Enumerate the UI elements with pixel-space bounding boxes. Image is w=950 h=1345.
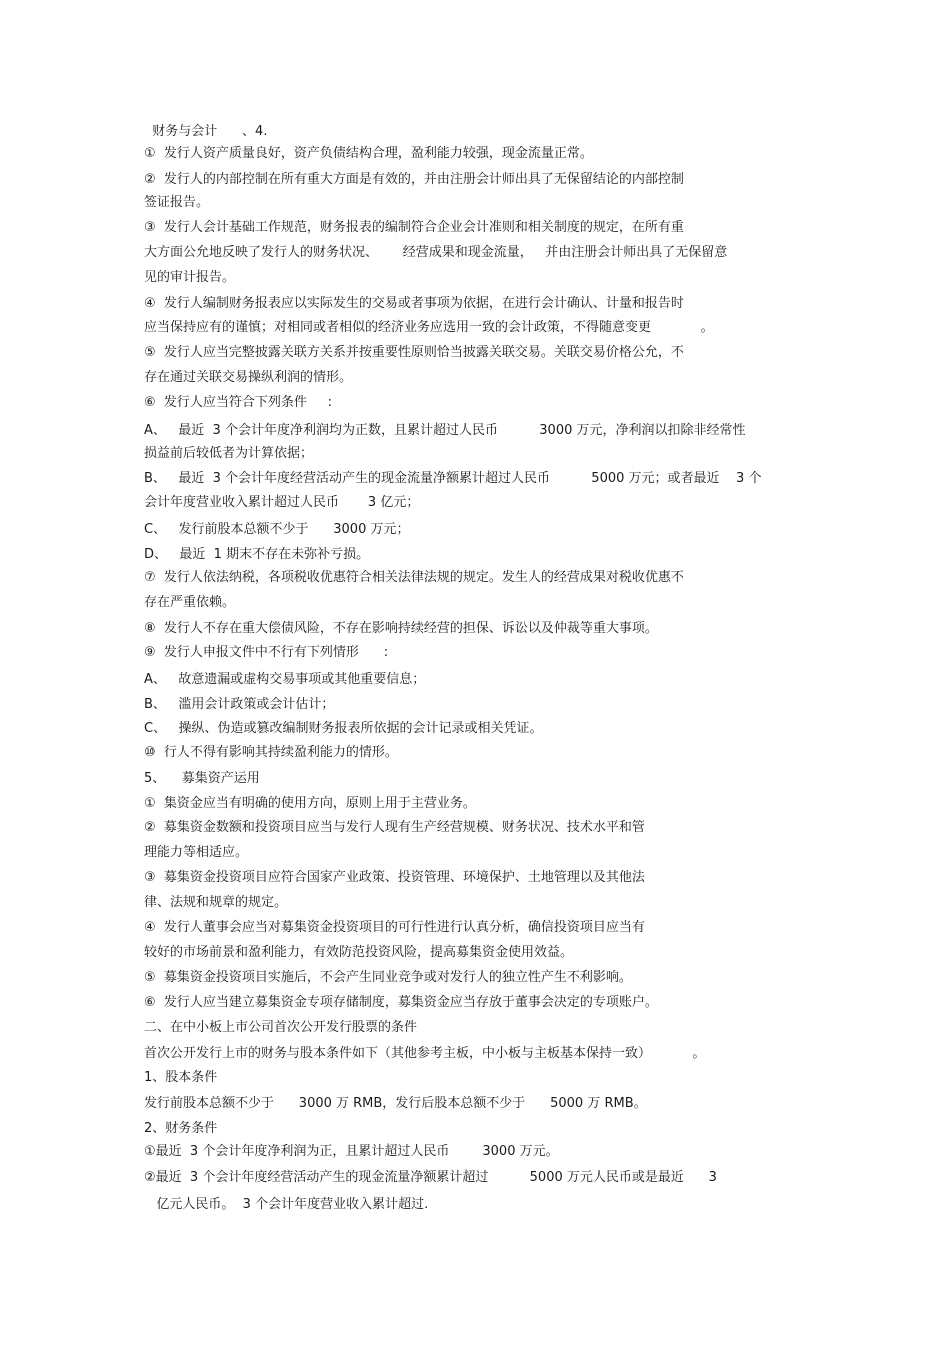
text-line: B、 滥用会计政策或会计估计； [144, 697, 335, 712]
text-line: ④ 发行人董事会应当对募集资金投资项目的可行性进行认真分析，确信投资项目应当有 [144, 920, 645, 935]
text-line: ①最近 3 个会计年度净利润为正，且累计超过人民币 3000 万元。 [144, 1144, 559, 1159]
text-line: 发行前股本总额不少于 3000 万 RMB，发行后股本总额不少于 5000 万 RMB。 [144, 1096, 647, 1111]
text-line: A、 最近 3 个会计年度净利润均为正数，且累计超过人民币 3000 万元，净利润以扣除非经常性 [144, 423, 746, 438]
text-line: ⑥ 发行人应当建立募集资金专项存储制度，募集资金应当存放于董事会决定的专项账户。 [144, 995, 658, 1010]
text-line: ② 募集资金数额和投资项目应当与发行人现有生产经营规模、财务状况、技术水平和管 [144, 820, 645, 835]
text-line: C、 发行前股本总额不少于 3000 万元； [144, 522, 410, 537]
text-line: ③ 发行人会计基础工作规范，财务报表的编制符合企业会计准则和相关制度的规定，在所有重 [144, 220, 684, 235]
text-line: 应当保持应有的谨慎；对相同或者相似的经济业务应选用一致的会计政策，不得随意变更 。 [144, 320, 714, 335]
text-line: 损益前后较低者为计算依据； [144, 446, 314, 461]
text-line: ④ 发行人编制财务报表应以实际发生的交易或者事项为依据，在进行会计确认、计量和报告时 [144, 296, 684, 311]
text-line: ① 发行人资产质量良好，资产负债结构合理，盈利能力较强，现金流量正常。 [144, 146, 593, 161]
text-line: ②最近 3 个会计年度经营活动产生的现金流量净额累计超过 5000 万元人民币或是最近 3 [144, 1170, 717, 1185]
text-line: 见的审计报告。 [144, 270, 236, 285]
section-heading: 1、股本条件 [144, 1070, 218, 1085]
text-line: D、 最近 1 期末不存在未弥补亏损。 [144, 547, 370, 562]
text-line: ① 集资金应当有明确的使用方向，原则上用于主营业务。 [144, 796, 476, 811]
text-line: 大方面公允地反映了发行人的财务状况、 经营成果和现金流量， 并由注册会计师出具了无保留意 [144, 245, 728, 260]
text-line: ⑨ 发行人申报文件中不行有下列情形 : [144, 645, 389, 660]
text-line: 会计年度营业收入累计超过人民币 3 亿元； [144, 495, 420, 510]
section-heading: 二、在中小板上市公司首次公开发行股票的条件 [144, 1020, 418, 1035]
section-heading: 2、财务条件 [144, 1121, 218, 1136]
text-line: 理能力等相适应。 [144, 845, 249, 860]
text-line: ⑧ 发行人不存在重大偿债风险，不存在影响持续经营的担保、诉讼以及仲裁等重大事项。 [144, 621, 658, 636]
text-line: 5、 募集资产运用 [144, 771, 260, 786]
text-line: 亿元人民币。 3 个会计年度营业收入累计超过. [144, 1197, 429, 1212]
text-line: 存在严重依赖。 [144, 595, 236, 610]
text-line: ⑦ 发行人依法纳税，各项税收优惠符合相关法律法规的规定。发生人的经营成果对税收优惠不 [144, 570, 684, 585]
text-line: 财务与会计 、4. [144, 124, 268, 139]
text-line: 较好的市场前景和盈利能力，有效防范投资风险，提高募集资金使用效益。 [144, 945, 574, 960]
text-line: ⑥ 发行人应当符合下列条件 : [144, 395, 332, 410]
text-line: 存在通过关联交易操纵利润的情形。 [144, 370, 353, 385]
text-line: 首次公开发行上市的财务与股本条件如下（其他参考主板，中小板与主板基本保持一致） 。 [144, 1046, 706, 1061]
text-line: ⑩ 行人不得有影响其持续盈利能力的情形。 [144, 745, 398, 760]
text-line: ② 发行人的内部控制在所有重大方面是有效的，并由注册会计师出具了无保留结论的内部控制 [144, 172, 684, 187]
text-line: 律、法规和规章的规定。 [144, 895, 288, 910]
text-line: ⑤ 募集资金投资项目实施后，不会产生同业竞争或对发行人的独立性产生不利影响。 [144, 970, 632, 985]
text-line: B、 最近 3 个会计年度经营活动产生的现金流量净额累计超过人民币 5000 万元；或者最近 3 个 [144, 471, 762, 486]
text-line: A、 故意遗漏或虚构交易事项或其他重要信息； [144, 672, 426, 687]
text-line: C、 操纵、伪造或篡改编制财务报表所依据的会计记录或相关凭证。 [144, 721, 543, 736]
text-line: ③ 募集资金投资项目应符合国家产业政策、投资管理、环境保护、土地管理以及其他法 [144, 870, 645, 885]
text-line: 签证报告。 [144, 195, 210, 210]
text-line: ⑤ 发行人应当完整披露关联方关系并按重要性原则恰当披露关联交易。关联交易价格公允，不 [144, 345, 684, 360]
